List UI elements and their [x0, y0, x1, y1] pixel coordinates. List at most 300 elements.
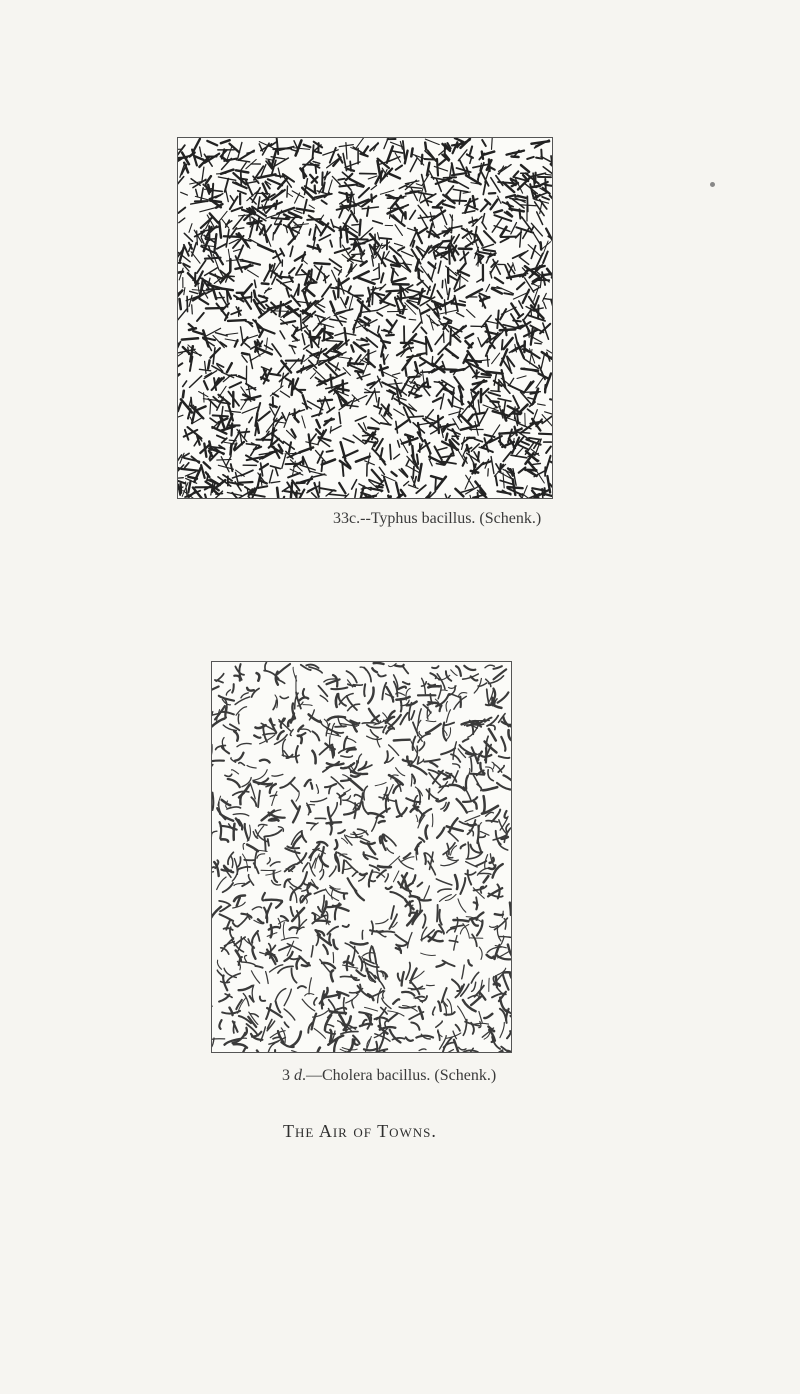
- bacillus-stroke: [258, 933, 260, 941]
- bacillus-stroke: [493, 689, 495, 701]
- bacillus-stroke: [295, 193, 300, 203]
- bacillus-stroke: [315, 921, 330, 922]
- bacillus-stroke: [419, 464, 422, 481]
- bacillus-stroke: [458, 899, 466, 912]
- bacillus-stroke: [329, 866, 336, 876]
- bacillus-stroke: [387, 848, 394, 854]
- bacillus-stroke: [386, 335, 394, 336]
- bacillus-stroke: [480, 832, 489, 836]
- bacillus-stroke: [393, 999, 399, 1003]
- bacillus-stroke: [365, 461, 375, 465]
- bacillus-stroke: [468, 415, 473, 422]
- bacillus-stroke: [314, 474, 325, 477]
- bacillus-stroke: [344, 807, 360, 815]
- bacillus-stroke: [443, 241, 452, 242]
- bacillus-stroke: [256, 966, 263, 968]
- bacillus-stroke: [238, 714, 239, 724]
- bacillus-stroke: [427, 707, 428, 719]
- bacillus-stroke: [295, 409, 296, 419]
- bacillus-stroke: [303, 169, 304, 178]
- bacillus-stroke: [480, 409, 488, 424]
- bacillus-stroke: [429, 459, 432, 466]
- bacillus-stroke: [243, 843, 245, 849]
- bacillus-stroke: [419, 309, 422, 323]
- bacillus-stroke: [393, 151, 403, 153]
- bacillus-stroke: [250, 783, 255, 799]
- bacillus-stroke: [201, 188, 204, 202]
- bacillus-stroke: [550, 462, 552, 468]
- bacillus-stroke: [287, 193, 292, 197]
- bacillus-stroke: [291, 483, 292, 498]
- bacillus-stroke: [378, 989, 382, 1003]
- bacillus-stroke: [325, 332, 333, 334]
- bacillus-stroke: [293, 835, 302, 847]
- bacillus-stroke: [347, 696, 357, 710]
- bacillus-stroke: [235, 753, 244, 761]
- bacillus-stroke: [281, 497, 285, 498]
- bacillus-stroke: [438, 1031, 440, 1040]
- bacillus-stroke: [216, 333, 228, 336]
- bacillus-stroke: [390, 445, 391, 460]
- bacillus-stroke: [296, 791, 299, 801]
- bacillus-stroke: [335, 333, 344, 336]
- bacillus-stroke: [236, 170, 248, 172]
- bacillus-stroke: [314, 998, 317, 1005]
- bacillus-stroke: [322, 284, 331, 296]
- bacillus-stroke: [212, 765, 213, 772]
- bacillus-stroke: [489, 865, 495, 869]
- bacillus-stroke: [419, 1049, 426, 1051]
- bacillus-stroke: [280, 331, 285, 339]
- bacillus-stroke: [541, 242, 542, 249]
- bacillus-stroke: [381, 273, 384, 282]
- bacillus-stroke: [460, 697, 461, 707]
- bacillus-stroke: [510, 378, 514, 384]
- bacillus-stroke: [220, 914, 234, 921]
- bacillus-stroke: [222, 938, 234, 951]
- bacillus-stroke: [500, 329, 516, 330]
- bacillus-stroke: [355, 890, 364, 901]
- bacillus-stroke: [468, 205, 478, 209]
- bacillus-stroke: [292, 340, 299, 341]
- bacillus-stroke: [378, 161, 381, 178]
- bacillus-stroke: [298, 285, 299, 295]
- bacillus-stroke: [456, 666, 461, 676]
- bacillus-stroke: [292, 1051, 306, 1052]
- bacillus-stroke: [458, 1006, 467, 1021]
- bacillus-stroke: [335, 840, 338, 849]
- bacillus-stroke: [410, 969, 416, 983]
- bacillus-stroke: [420, 363, 425, 366]
- bacillus-stroke: [467, 310, 475, 318]
- bacillus-stroke: [463, 739, 469, 742]
- bacillus-stroke: [405, 151, 408, 164]
- bacillus-stroke: [459, 159, 466, 174]
- bacillus-stroke: [226, 333, 238, 335]
- bacillus-stroke: [375, 1017, 388, 1019]
- bacillus-stroke: [395, 225, 402, 236]
- bacillus-stroke: [239, 762, 245, 765]
- bacillus-stroke: [280, 696, 288, 698]
- bacillus-stroke: [204, 462, 211, 468]
- bacillus-stroke: [290, 888, 298, 900]
- bacillus-stroke: [296, 746, 298, 762]
- bacillus-stroke: [388, 1013, 397, 1021]
- bacillus-stroke: [359, 278, 375, 284]
- bacillus-stroke: [235, 697, 250, 705]
- bacillus-stroke: [302, 260, 307, 264]
- bacillus-stroke: [463, 447, 467, 456]
- bacillus-stroke: [189, 324, 194, 328]
- bacillus-stroke: [459, 192, 460, 205]
- bacillus-stroke: [360, 154, 367, 157]
- bacillus-stroke: [374, 663, 384, 664]
- bacillus-stroke: [364, 328, 379, 337]
- bacillus-stroke: [233, 215, 244, 229]
- bacillus-stroke: [303, 322, 309, 331]
- bacillus-stroke: [479, 947, 482, 959]
- bacillus-stroke: [373, 221, 382, 224]
- caption-number: 33: [333, 510, 349, 527]
- bacillus-stroke: [238, 867, 251, 870]
- bacillus-stroke: [234, 1044, 247, 1048]
- bacillus-stroke: [454, 235, 459, 244]
- bacillus-stroke: [426, 724, 441, 733]
- bacillus-stroke: [212, 872, 214, 880]
- bacillus-stroke: [254, 735, 260, 737]
- bacillus-stroke: [448, 289, 450, 300]
- bacillus-stroke: [327, 451, 333, 452]
- bacillus-stroke: [390, 892, 403, 898]
- bacillus-stroke: [464, 251, 466, 264]
- bacillus-stroke: [298, 729, 310, 732]
- bacillus-stroke: [394, 409, 404, 415]
- bacillus-stroke: [459, 1047, 466, 1050]
- bacillus-stroke: [219, 222, 221, 238]
- bacillus-stroke: [417, 846, 419, 854]
- bacillus-stroke: [403, 667, 408, 674]
- bacillus-stroke: [517, 283, 524, 290]
- bacillus-stroke: [342, 463, 343, 476]
- bacillus-stroke: [494, 764, 502, 773]
- bacillus-stroke: [394, 740, 410, 741]
- bacillus-stroke: [379, 467, 384, 474]
- bacillus-stroke: [350, 239, 368, 240]
- bacillus-stroke: [221, 982, 230, 983]
- bacillus-stroke: [411, 1023, 419, 1030]
- bacillus-stroke: [241, 327, 244, 343]
- bacillus-stroke: [298, 986, 306, 988]
- bacillus-stroke: [365, 1007, 378, 1011]
- bacillus-stroke: [413, 467, 414, 479]
- bacillus-stroke: [179, 218, 185, 223]
- bacillus-stroke: [221, 140, 230, 143]
- bacillus-stroke: [318, 686, 327, 696]
- bacillus-stroke: [336, 694, 338, 707]
- bacillus-stroke: [291, 1032, 301, 1047]
- bacillus-stroke: [498, 952, 509, 958]
- bacillus-stroke: [484, 231, 495, 243]
- bacillus-stroke: [368, 176, 377, 179]
- bacillus-stroke: [225, 774, 232, 776]
- bacillus-stroke: [269, 470, 272, 483]
- bacillus-stroke: [372, 668, 377, 672]
- bacillus-stroke: [426, 721, 436, 722]
- bacillus-stroke: [395, 935, 408, 944]
- bacillus-stroke: [355, 138, 363, 149]
- bacillus-stroke: [375, 782, 386, 785]
- bacillus-stroke: [411, 188, 417, 200]
- bacillus-stroke: [441, 690, 448, 691]
- bacillus-stroke: [545, 374, 551, 390]
- bacillus-stroke: [520, 209, 521, 218]
- bacillus-stroke: [401, 857, 414, 862]
- bacillus-stroke: [386, 728, 394, 733]
- bacillus-stroke: [361, 344, 369, 345]
- bacillus-stroke: [380, 238, 392, 239]
- bacillus-stroke: [474, 377, 490, 378]
- bacillus-stroke: [430, 762, 437, 766]
- bacillus-stroke: [370, 730, 378, 738]
- bacillus-stroke: [393, 373, 400, 375]
- bacillus-stroke: [371, 418, 380, 424]
- bacillus-stroke: [319, 339, 320, 345]
- bacillus-stroke: [398, 247, 404, 250]
- bacillus-stroke: [228, 779, 240, 787]
- bacillus-stroke: [364, 786, 368, 800]
- bacillus-stroke: [363, 802, 369, 814]
- bacillus-stroke: [247, 181, 258, 183]
- bacillus-stroke: [480, 297, 489, 301]
- bacillus-stroke: [258, 791, 260, 808]
- bacillus-stroke: [409, 319, 416, 320]
- bacillus-stroke: [302, 832, 307, 842]
- bacillus-stroke: [234, 731, 238, 741]
- bacillus-stroke: [255, 280, 256, 287]
- bacillus-stroke: [416, 815, 418, 821]
- bacillus-stroke: [239, 482, 252, 483]
- bacillus-stroke: [252, 931, 258, 943]
- bacillus-stroke: [531, 223, 542, 236]
- bacillus-stroke: [479, 823, 482, 832]
- bacillus-stroke: [257, 673, 260, 681]
- bacillus-stroke: [304, 345, 310, 349]
- bacillus-stroke: [331, 426, 342, 432]
- bacillus-stroke: [482, 222, 487, 229]
- bacillus-stroke: [467, 824, 475, 826]
- bacillus-stroke: [478, 873, 491, 874]
- bacillus-stroke: [386, 290, 402, 291]
- bacillus-stroke: [374, 267, 379, 270]
- bacillus-stroke: [273, 700, 276, 709]
- bacillus-stroke: [436, 179, 441, 192]
- bacillus-stroke: [236, 707, 247, 716]
- bacillus-stroke: [354, 795, 360, 797]
- bacillus-stroke: [315, 854, 320, 868]
- bacillus-stroke: [188, 481, 190, 493]
- bacillus-stroke: [402, 251, 414, 256]
- bacillus-stroke: [438, 416, 439, 433]
- bacillus-stroke: [331, 375, 332, 388]
- bacillus-stroke: [417, 281, 423, 285]
- bacillus-stroke: [376, 486, 382, 487]
- bacillus-stroke: [282, 455, 286, 469]
- bacillus-stroke: [245, 265, 250, 269]
- bacillus-stroke: [296, 264, 302, 274]
- bacillus-stroke: [482, 214, 484, 223]
- bacillus-stroke: [303, 863, 308, 872]
- bacillus-stroke: [444, 321, 449, 329]
- bacillus-stroke: [513, 263, 516, 271]
- bacillus-stroke: [396, 768, 405, 776]
- bacillus-stroke: [352, 871, 357, 876]
- bacillus-stroke: [330, 736, 331, 751]
- bacillus-stroke: [322, 200, 327, 204]
- bacillus-stroke: [291, 907, 294, 916]
- bacillus-stroke: [439, 310, 457, 314]
- bacillus-stroke: [406, 459, 409, 465]
- bacillus-stroke: [311, 783, 313, 789]
- bacillus-stroke: [330, 1011, 346, 1013]
- bacillus-stroke: [206, 176, 211, 184]
- bacillus-stroke: [430, 673, 436, 677]
- bacillus-stroke: [402, 972, 404, 986]
- bacillus-stroke: [484, 796, 485, 812]
- bacillus-stroke: [464, 666, 475, 670]
- bacillus-stroke: [550, 399, 552, 401]
- bacillus-stroke: [263, 733, 276, 734]
- bacillus-stroke: [303, 705, 312, 706]
- bacillus-stroke: [488, 469, 489, 476]
- bacillus-stroke: [328, 717, 345, 721]
- bacillus-stroke: [543, 293, 547, 301]
- bacillus-stroke: [320, 857, 328, 867]
- bacillus-stroke: [338, 388, 349, 390]
- bacillus-stroke: [257, 854, 265, 859]
- bacillus-stroke: [304, 145, 311, 147]
- bacillus-stroke: [340, 316, 347, 319]
- bacillus-stroke: [452, 144, 462, 146]
- bacillus-stroke: [231, 856, 233, 867]
- bacillus-stroke: [184, 233, 192, 241]
- bacillus-stroke: [242, 962, 255, 965]
- bacillus-stroke: [372, 921, 374, 934]
- bacillus-stroke: [219, 386, 227, 397]
- bacillus-stroke: [178, 374, 179, 385]
- bacillus-stroke: [546, 447, 551, 454]
- bacillus-stroke: [507, 1031, 511, 1038]
- bacillus-stroke: [424, 388, 430, 395]
- bacillus-stroke: [365, 392, 380, 393]
- bacillus-stroke: [275, 989, 286, 1002]
- bacillus-stroke: [445, 300, 447, 314]
- bacillus-stroke: [252, 985, 254, 1002]
- bacillus-stroke: [415, 228, 422, 243]
- bacillus-stroke: [178, 309, 187, 322]
- bacillus-stroke: [461, 844, 466, 848]
- bacillus-stroke: [281, 916, 288, 921]
- bacillus-stroke: [536, 377, 543, 388]
- bacillus-stroke: [406, 1037, 413, 1040]
- bacillus-stroke: [190, 291, 198, 293]
- bacillus-stroke: [468, 960, 472, 965]
- bacillus-stroke: [439, 1050, 453, 1052]
- bacillus-stroke: [431, 322, 439, 325]
- bacillus-stroke: [313, 151, 321, 153]
- bacillus-stroke: [438, 448, 447, 450]
- bacillus-stroke: [441, 456, 454, 458]
- bacillus-stroke: [344, 737, 347, 749]
- bacillus-stroke: [262, 283, 269, 284]
- bacillus-stroke: [299, 697, 308, 700]
- bacillus-stroke: [207, 141, 217, 145]
- bacillus-stroke: [404, 348, 413, 350]
- bacillus-stroke: [311, 946, 313, 957]
- bacillus-stroke: [454, 1040, 458, 1052]
- bacillus-stroke: [488, 392, 500, 396]
- bacillus-stroke: [398, 974, 400, 981]
- bacillus-stroke: [283, 739, 286, 756]
- bacillus-stroke: [179, 208, 186, 213]
- bacillus-stroke: [379, 821, 385, 823]
- bacillus-stroke: [264, 837, 265, 851]
- bacillus-stroke: [212, 831, 217, 836]
- bacillus-stroke: [417, 353, 425, 355]
- bacillus-stroke: [343, 451, 358, 458]
- bacillus-stroke: [340, 976, 356, 978]
- bacillus-stroke: [482, 389, 488, 395]
- bacillus-stroke: [289, 345, 295, 347]
- bacillus-stroke: [196, 406, 205, 410]
- bacillus-stroke: [336, 309, 352, 313]
- bacillus-stroke: [335, 726, 346, 727]
- bacillus-stroke: [287, 186, 288, 197]
- bacillus-stroke: [290, 246, 293, 256]
- bacillus-stroke: [266, 338, 267, 350]
- bacillus-stroke: [443, 204, 455, 208]
- bacillus-stroke: [478, 841, 482, 853]
- bacillus-stroke: [528, 245, 540, 256]
- bacillus-stroke: [429, 789, 430, 799]
- bacillus-stroke: [412, 775, 415, 784]
- bacillus-stroke: [284, 214, 290, 217]
- bacillus-stroke: [495, 215, 512, 221]
- bacillus-stroke: [312, 1014, 317, 1030]
- bacillus-stroke: [410, 896, 419, 898]
- bacillus-stroke: [266, 1004, 271, 1019]
- bacillus-stroke: [492, 353, 500, 364]
- bacillus-stroke: [471, 972, 478, 983]
- bacillus-stroke: [313, 145, 314, 159]
- bacillus-stroke: [377, 737, 380, 747]
- bacillus-stroke: [251, 971, 259, 983]
- bacillus-stroke: [222, 289, 233, 291]
- bacillus-stroke: [424, 853, 426, 864]
- bacillus-stroke: [534, 233, 541, 245]
- bacillus-stroke: [495, 914, 503, 915]
- bacillus-stroke: [369, 880, 375, 882]
- bacillus-stroke: [397, 315, 405, 318]
- bacillus-stroke: [470, 157, 472, 163]
- bacillus-stroke: [302, 999, 315, 1011]
- bacillus-stroke: [448, 859, 459, 861]
- bacillus-stroke: [375, 388, 377, 402]
- bacillus-stroke: [208, 185, 210, 192]
- bacillus-stroke: [545, 412, 552, 415]
- bacillus-stroke: [316, 930, 318, 945]
- bacillus-stroke: [498, 399, 511, 402]
- typhus-bacillus-illustration: [177, 137, 553, 499]
